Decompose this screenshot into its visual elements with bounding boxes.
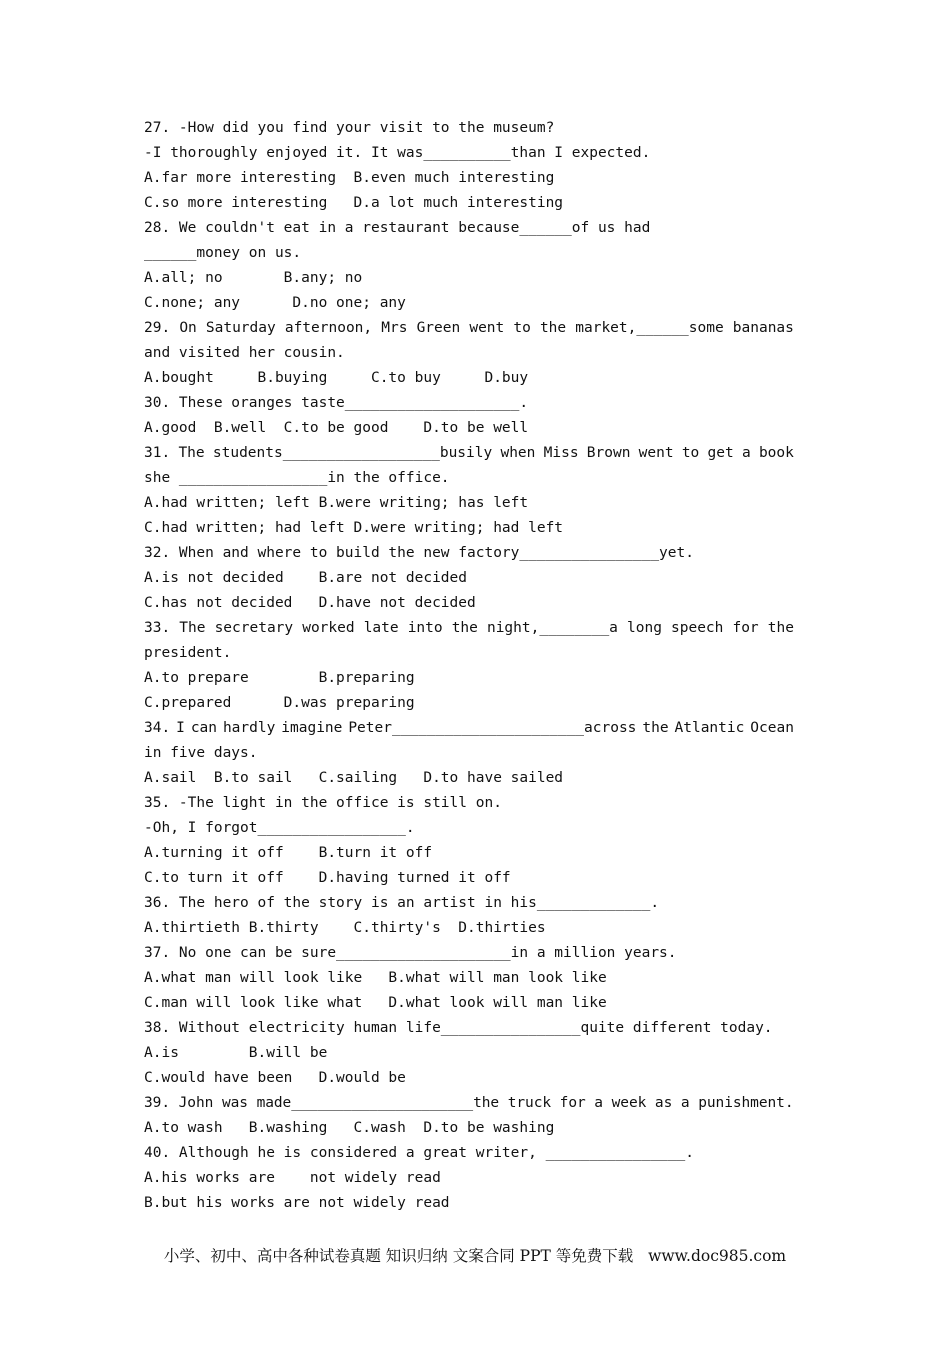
word: the — [767, 620, 794, 636]
word: into — [407, 620, 443, 636]
text-line: C.to turn it off D.having turned it off — [144, 870, 511, 886]
text-line: 28. We couldn't eat in a restaurant because______of us had — [144, 220, 651, 236]
text-line: C.would have been D.would be — [144, 1070, 406, 1086]
text-line: president. — [144, 645, 232, 661]
word: when — [500, 445, 536, 461]
word: get — [707, 445, 734, 461]
word: The — [178, 445, 205, 461]
text-line: A.to prepare B.preparing — [144, 670, 415, 686]
word: On — [179, 320, 197, 336]
word: Green — [416, 320, 461, 336]
word: bananas — [732, 320, 794, 336]
text-line: A.far more interesting B.even much interesting — [144, 170, 555, 186]
word: I — [176, 720, 185, 736]
text-line: ______money on us. — [144, 245, 302, 261]
word: speech — [671, 620, 724, 636]
word: students__________________busily — [212, 445, 493, 461]
text-line: A.to wash B.washing C.wash D.to be washing — [144, 1120, 555, 1136]
text-line: A.all; no B.any; no — [144, 270, 363, 286]
text-line: 40. Although he is considered a great writer, ________________. — [144, 1145, 694, 1161]
word: Ocean — [750, 720, 794, 736]
text-line: A.is not decided B.are not decided — [144, 570, 468, 586]
word: Saturday — [205, 320, 276, 336]
word: 29. — [144, 320, 171, 336]
text-line: C.man will look like what D.what look will man like — [144, 995, 607, 1011]
word: to — [681, 445, 700, 461]
word: to — [513, 320, 531, 336]
text-line — [144, 318, 794, 343]
text-line: 35. -The light in the office is still on. — [144, 795, 502, 811]
word: The — [179, 620, 206, 636]
word: 34. — [144, 720, 171, 736]
word: night,________a — [486, 620, 618, 636]
text-line: C.so more interesting D.a lot much interesting — [144, 195, 564, 211]
word: late — [363, 620, 399, 636]
text-line: A.turning it off B.turn it off — [144, 845, 433, 861]
text-line: C.has not decided D.have not decided — [144, 595, 476, 611]
text-line: C.none; any D.no one; any — [144, 295, 406, 311]
text-line: A.had written; left B.were writing; has left — [144, 495, 529, 511]
text-line: A.his works are not widely read — [144, 1170, 441, 1186]
word: the — [451, 620, 478, 636]
text-line: in five days. — [144, 745, 258, 761]
word: Miss — [543, 445, 579, 461]
word: Brown — [586, 445, 631, 461]
word: imagine — [281, 720, 343, 736]
text-line: C.had written; had left D.were writing; had left — [144, 520, 564, 536]
text-line: A.sail B.to sail C.sailing D.to have sailed — [144, 770, 564, 786]
text-line: -Oh, I forgot_________________. — [144, 820, 415, 836]
word: Mrs — [381, 320, 408, 336]
footer-text: 小学、初中、高中各种试卷真题 知识归纳 文案合同 PPT 等免费下载 www.doc985.com — [163, 1247, 787, 1265]
text-line: and visited her cousin. — [144, 345, 345, 361]
text-line — [144, 618, 794, 643]
word: secretary — [214, 620, 294, 636]
text-line: -I thoroughly enjoyed it. It was__________than I expected. — [144, 145, 651, 161]
word: hardly — [222, 720, 276, 736]
word: market,______some — [575, 320, 724, 336]
word: Peter______________________across — [348, 720, 637, 736]
word: Atlantic — [674, 720, 745, 736]
word: a — [741, 445, 751, 461]
text-line: A.bought B.buying C.to buy D.buy — [144, 370, 529, 386]
text-line: she _________________in the office. — [144, 470, 450, 486]
word: for — [732, 620, 759, 636]
word: 31. — [144, 445, 171, 461]
word: the — [539, 320, 567, 336]
word: went — [638, 445, 674, 461]
text-line: 38. Without electricity human life________________quite different today. — [144, 1020, 773, 1036]
word: book — [758, 445, 794, 461]
text-line: 27. -How did you find your visit to the museum? — [144, 120, 555, 136]
word: long — [627, 620, 662, 636]
text-line: A.what man will look like B.what will man look like — [144, 970, 607, 986]
word: the — [642, 720, 669, 736]
text-line — [144, 718, 794, 743]
text-line: 39. John was made_____________________the truck for a week as a punishment. — [144, 1095, 794, 1111]
text-line: 30. These oranges taste____________________. — [144, 395, 529, 411]
text-line: 37. No one can be sure____________________in a million years. — [144, 945, 677, 961]
text-line: A.good B.well C.to be good D.to be well — [144, 420, 529, 436]
word: 33. — [144, 620, 171, 636]
word: can — [190, 720, 218, 736]
word: went — [469, 320, 505, 336]
text-line: 36. The hero of the story is an artist in his_____________. — [144, 895, 660, 911]
text-line: B.but his works are not widely read — [144, 1195, 450, 1211]
text-line: A.thirtieth B.thirty C.thirty's D.thirties — [144, 920, 546, 936]
text-line: A.is B.will be — [144, 1045, 328, 1061]
text-line: 32. When and where to build the new factory________________yet. — [144, 545, 694, 561]
word: worked — [302, 620, 355, 636]
text-line: C.prepared D.was preparing — [144, 695, 415, 711]
exam-questions — [144, 118, 794, 1218]
word: afternoon, — [284, 320, 373, 336]
text-line — [144, 443, 794, 468]
